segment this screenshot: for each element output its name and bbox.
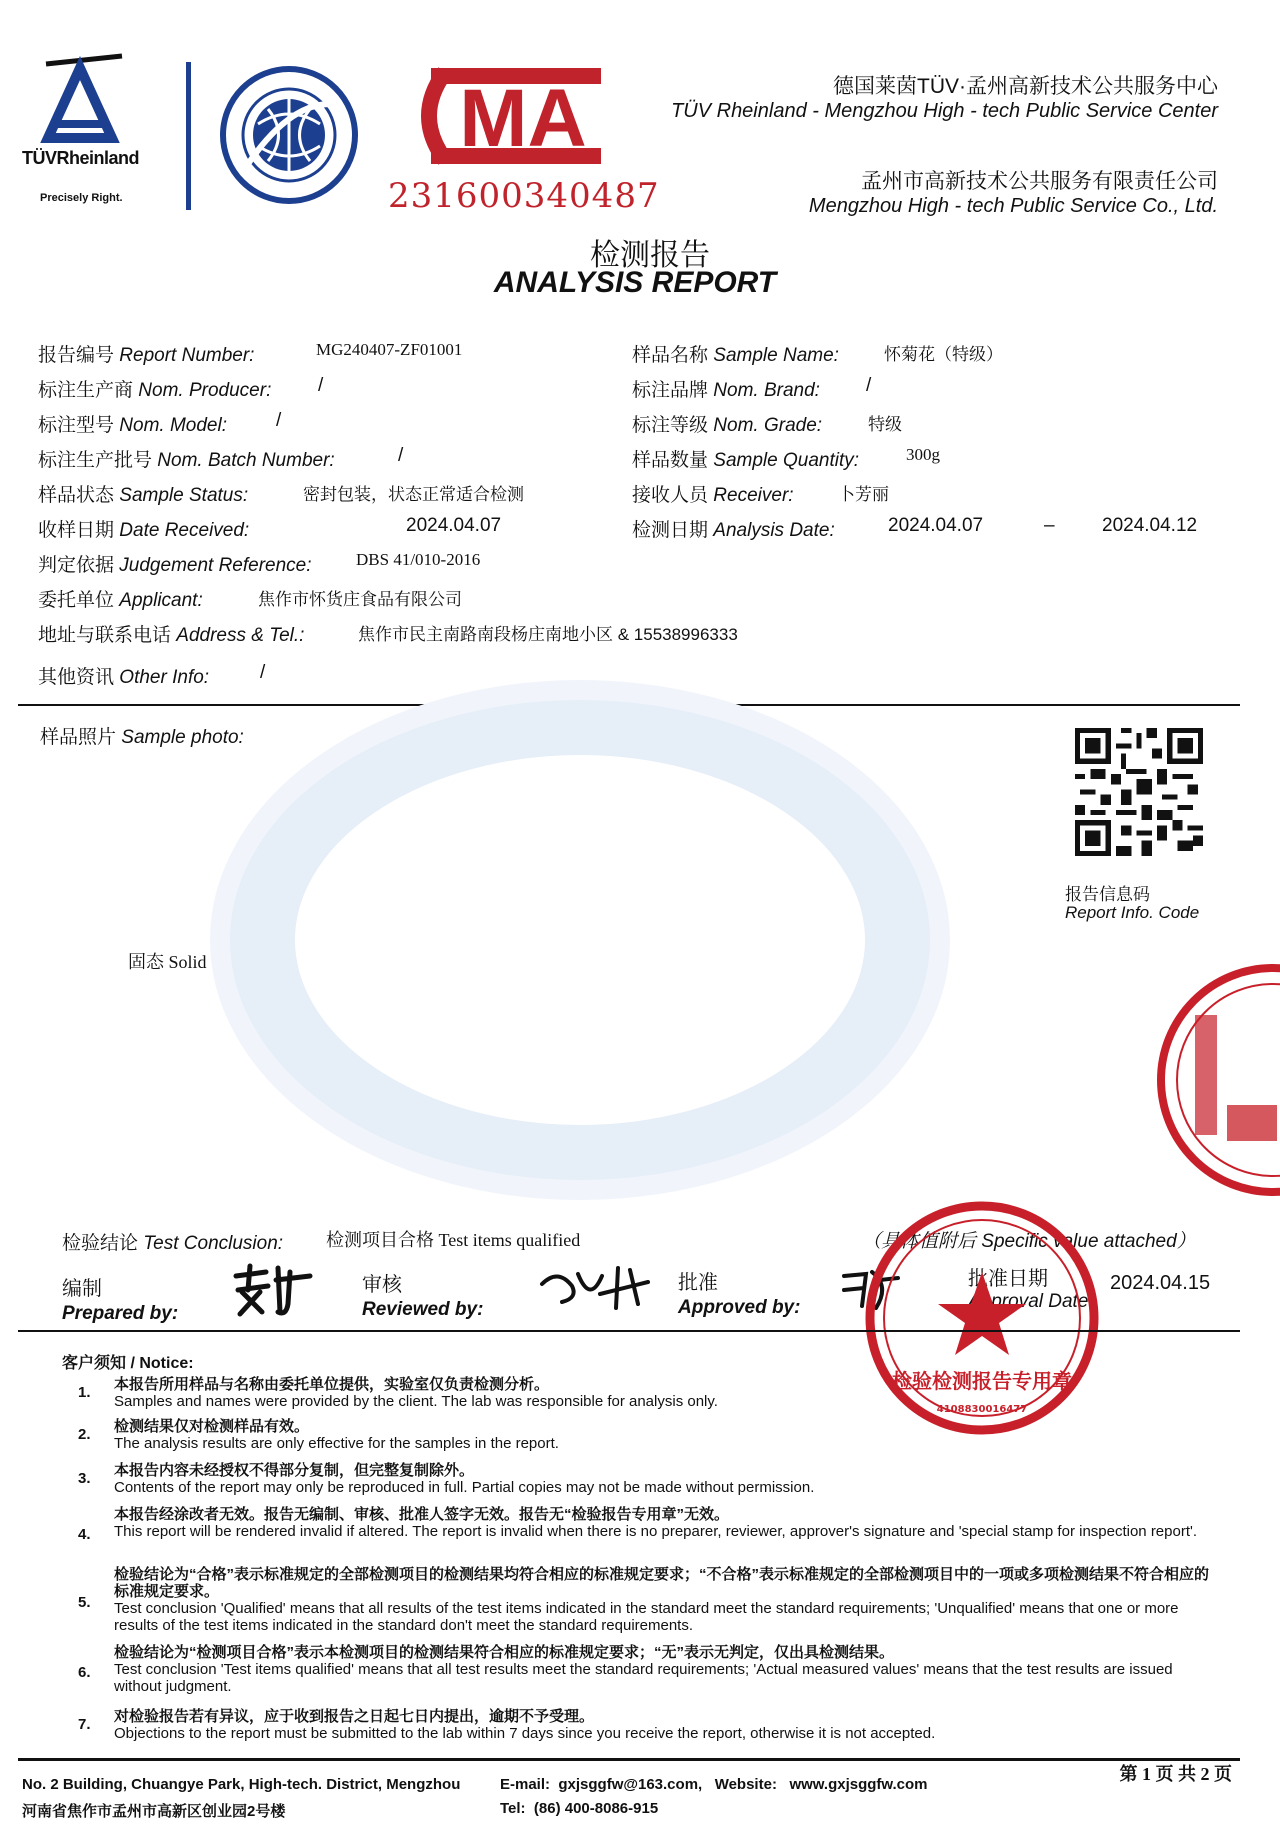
email-link[interactable]: gxjsggfw@163.com bbox=[558, 1776, 699, 1793]
field-grade: 标注等级 Nom. Grade: 特级 bbox=[632, 415, 902, 436]
notice-item: 2. 检测结果仅对检测样品有效。 The analysis results are only effective for the samples in the report. bbox=[78, 1418, 559, 1452]
sample-photo-label: 样品照片 Sample photo: bbox=[40, 727, 244, 748]
watermark-ring bbox=[200, 660, 960, 1220]
approved-by-label: 批准 Approved by: bbox=[678, 1272, 801, 1318]
field-producer: 标注生产商 Nom. Producer: / bbox=[38, 375, 324, 401]
analysis-date-dash: – bbox=[1044, 515, 1055, 536]
field-sample-status: 样品状态 Sample Status: 密封包装，状态正常适合检测 bbox=[38, 485, 524, 506]
notice-item: 7. 对检验报告若有异议，应于收到报告之日起七日内提出，逾期不予受理。 Objections to the report must be submitted to the lab within 7 days since you receive the report, otherwise it is not accepted. bbox=[78, 1708, 936, 1742]
field-batch: 标注生产批号 Nom. Batch Number: / bbox=[38, 445, 404, 471]
org-name-en-2: Mengzhou High - tech Public Service Co., Ltd. bbox=[808, 195, 1218, 217]
sample-state: 固态 Solid bbox=[128, 952, 207, 972]
notice-item: 3. 本报告内容未经授权不得部分复制，但完整复制除外。 Contents of the report may only be reproduced in full. Partial copies may not be made without permission. bbox=[78, 1462, 815, 1496]
cma-number: 231600340487 bbox=[388, 176, 660, 216]
test-conclusion-value: 检测项目合格 Test items qualified bbox=[326, 1230, 581, 1250]
footer-address-cn: 河南省焦作市孟州市高新区创业园2号楼 bbox=[22, 1803, 286, 1820]
qr-code-icon bbox=[1075, 728, 1203, 856]
approval-date-value: 2024.04.15 bbox=[1110, 1272, 1211, 1294]
reviewer-signature bbox=[538, 1264, 654, 1310]
field-applicant: 委托单位 Applicant: 焦作市怀货庄食品有限公司 bbox=[38, 590, 462, 611]
tuv-triangle-icon bbox=[18, 52, 138, 148]
preparer-signature bbox=[232, 1262, 316, 1318]
website-link[interactable]: www.gxjsggfw.com bbox=[789, 1776, 928, 1793]
page-number: 第 1 页 共 2 页 bbox=[1119, 1764, 1232, 1784]
footer-tel: Tel: (86) 400-8086-915 bbox=[500, 1800, 659, 1817]
cma-mark-icon bbox=[405, 60, 627, 172]
report-title-cn: 检测报告 bbox=[590, 239, 710, 272]
divider-conclusion bbox=[18, 1330, 1240, 1332]
approval-date-label: 批准日期 Approval Date bbox=[968, 1268, 1089, 1312]
field-sample-quantity: 样品数量 Sample Quantity: 300g bbox=[632, 445, 940, 471]
side-seal-stamp bbox=[1155, 955, 1280, 1205]
divider-footer bbox=[18, 1758, 1240, 1761]
report-info-code-en: Report Info. Code bbox=[1065, 903, 1200, 922]
field-brand: 标注品牌 Nom. Brand: / bbox=[632, 375, 872, 401]
reviewed-by-label: 审核 Reviewed by: bbox=[362, 1274, 484, 1320]
org-name-cn-2: 孟州市高新技术公共服务有限责任公司 bbox=[861, 170, 1218, 193]
field-date-received: 收样日期 Date Received: 2024.04.07 bbox=[38, 515, 502, 541]
service-center-round-logo-icon bbox=[218, 64, 360, 206]
notice-item: 4. 本报告经涂改者无效。报告无编制、审核、批准人签字无效。报告无“检验报告专用章”无效。 This report will be rendered invalid if altered. The report is invalid when there is no preparer, reviewer, approver's signature and 'special stamp for inspection report'. bbox=[78, 1506, 1198, 1543]
tuv-brand: TÜVRheinland bbox=[22, 148, 140, 168]
notice-item: 6. 检验结论为“检测项目合格”表示本检测项目的检测结果符合相应的标准规定要求；“无”表示无判定，仅出具检测结果。 Test conclusion 'Test items qualified' means that all test results meet the standard requirements; 'Actual measured values' means that the test results are issued without judgment. bbox=[78, 1644, 1173, 1695]
report-info-code-cn: 报告信息码 bbox=[1065, 885, 1150, 904]
field-model: 标注型号 Nom. Model: / bbox=[38, 410, 282, 436]
report-number-value: MG240407-ZF01001 bbox=[316, 340, 463, 359]
field-receiver: 接收人员 Receiver: 卜芳丽 bbox=[632, 485, 889, 506]
footer-email: E-mail: gxjsggfw@163.com, Website: www.gxjsggfw.com bbox=[500, 1776, 928, 1793]
tuv-tagline: Precisely Right. bbox=[40, 192, 123, 204]
field-analysis-date: 检测日期 Analysis Date: 2024.04.07 – 2024.04.12 bbox=[632, 515, 1198, 541]
seal-number: 4108830016477 bbox=[936, 1404, 1028, 1415]
field-sample-name: 样品名称 Sample Name: 怀菊花（特级） bbox=[632, 345, 1003, 366]
field-other-info: 其他资讯 Other Info: / bbox=[38, 662, 266, 688]
analysis-date-to: 2024.04.12 bbox=[1102, 515, 1198, 536]
seal-text: 检验检测报告专用章 bbox=[892, 1369, 1072, 1393]
org-name-cn-1: 德国莱茵TÜV·孟州高新技术公共服务中心 bbox=[833, 75, 1218, 98]
tuv-logo bbox=[18, 52, 158, 212]
report-title-en: ANALYSIS REPORT bbox=[493, 266, 777, 299]
field-address: 地址与联系电话 Address & Tel.: 焦作市民主南路南段杨庄南地小区 & 15538996333 bbox=[38, 625, 738, 646]
test-conclusion-label: 检验结论 Test Conclusion: bbox=[62, 1233, 284, 1254]
cma-letters: MA bbox=[459, 73, 587, 164]
analysis-date-from: 2024.04.07 bbox=[888, 515, 984, 536]
org-name-en-1: TÜV Rheinland - Mengzhou High - tech Public Service Center bbox=[671, 100, 1218, 122]
specific-value-attached: （具体值附后 Specific value attached） bbox=[862, 1231, 1196, 1252]
notice-item: 5. 检验结论为“合格”表示标准规定的全部检测项目的检测结果均符合相应的标准规定要求；“不合格”表示标准规定的全部检测项目中的一项或多项检测结果不符合相应的标准规定要求。 Test conclusion 'Qualified' means that all results of the test items indicated in the standard meet the standard requirements; 'Unqualified' means that one or more results of the test items indicated in the standard don't meet the standard requirements. bbox=[78, 1566, 1210, 1634]
prepared-by-label: 编制 Prepared by: bbox=[62, 1278, 179, 1324]
field-report-number: 报告编号 Report Number: MG240407-ZF01001 bbox=[38, 340, 463, 366]
logo-divider bbox=[186, 62, 191, 210]
notice-item: 1. 本报告所用样品与名称由委托单位提供，实验室仅负责检测分析。 Samples and names were provided by the client. The lab was responsible for analysis only. bbox=[78, 1376, 718, 1410]
footer-address-en: No. 2 Building, Chuangye Park, High-tech. District, Mengzhou bbox=[22, 1776, 461, 1793]
notice-title: 客户须知 / Notice: bbox=[62, 1355, 194, 1372]
field-judgement-reference: 判定依据 Judgement Reference: DBS 41/010-2016 bbox=[38, 550, 481, 576]
